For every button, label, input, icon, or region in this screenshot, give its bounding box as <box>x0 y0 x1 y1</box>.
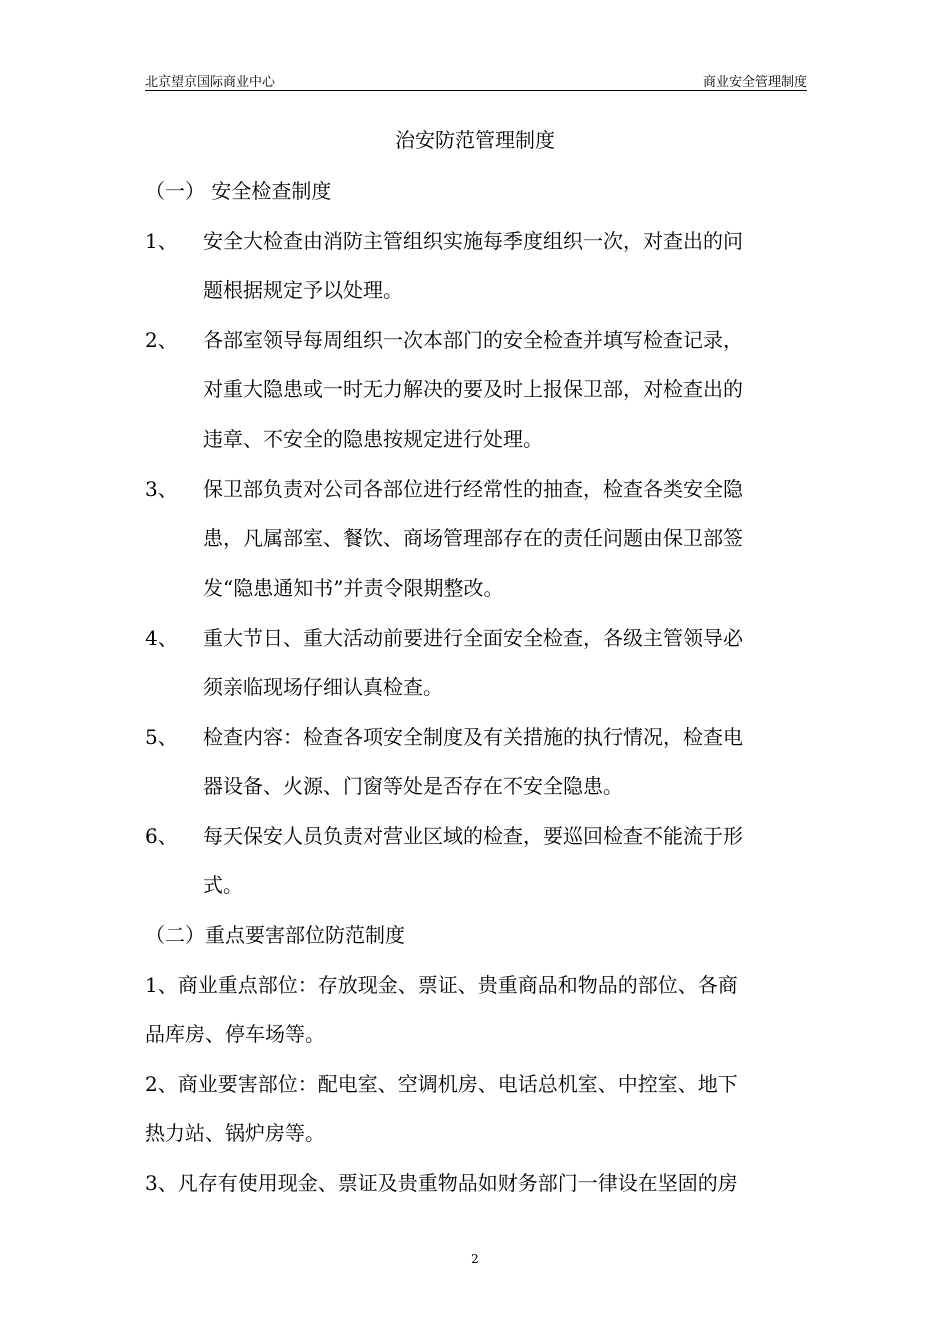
header-document-title: 商业安全管理制度 <box>702 75 807 90</box>
item-5-line-2: 器设备、火源、门窗等处是否存在不安全隐患。 <box>203 774 623 798</box>
item-3-number: 3、 <box>145 477 178 501</box>
item-6-line-1: 每天保安人员负责对营业区域的检查，要巡回检查不能流于形 <box>203 824 743 848</box>
item-2-line-1: 各部室领导每周组织一次本部门的安全检查并填写检查记录， <box>203 328 743 352</box>
item-4-number: 4、 <box>145 626 178 650</box>
item-2-number: 2、 <box>145 328 178 352</box>
section-1-heading: （一） 安全检查制度 <box>145 179 332 203</box>
item-4-line-1: 重大节日、重大活动前要进行全面安全检查，各级主管领导必 <box>203 626 743 650</box>
item-6-number: 6、 <box>145 824 178 848</box>
item-3-line-1: 保卫部负责对公司各部位进行经常性的抽查，检查各类安全隐 <box>203 477 743 501</box>
item-6-line-2: 式。 <box>203 873 243 897</box>
paragraph-1-line-2: 品库房、停车场等。 <box>145 1022 325 1046</box>
item-4-line-2: 须亲临现场仔细认真检查。 <box>203 675 443 699</box>
section-2-heading: （二）重点要害部位防范制度 <box>145 923 405 947</box>
header-organization: 北京望京国际商业中心 <box>145 75 276 90</box>
page-header <box>145 68 807 91</box>
item-1-line-1: 安全大检查由消防主管组织实施每季度组织一次，对查出的问 <box>203 229 743 253</box>
document-title: 治安防范管理制度 <box>395 128 555 152</box>
paragraph-1-line-1: 1、商业重点部位：存放现金、票证、贵重商品和物品的部位、各商 <box>145 973 738 997</box>
paragraph-3-line-1: 3、凡存有使用现金、票证及贵重物品如财务部门一律设在坚固的房 <box>145 1171 738 1195</box>
page-number: 2 <box>471 1252 479 1266</box>
item-1-line-2: 题根据规定予以处理。 <box>203 278 403 302</box>
item-3-line-2: 患，凡属部室、餐饮、商场管理部存在的责任问题由保卫部签 <box>203 526 743 550</box>
item-2-line-2: 对重大隐患或一时无力解决的要及时上报保卫部，对检查出的 <box>203 377 743 401</box>
paragraph-2-line-1: 2、商业要害部位：配电室、空调机房、电话总机室、中控室、地下 <box>145 1072 738 1096</box>
item-3-line-3: 发“隐患通知书”并责令限期整改。 <box>203 576 504 600</box>
paragraph-2-line-2: 热力站、锅炉房等。 <box>145 1121 325 1145</box>
item-5-number: 5、 <box>145 725 178 749</box>
item-2-line-3: 违章、不安全的隐患按规定进行处理。 <box>203 427 543 451</box>
item-5-line-1: 检查内容：检查各项安全制度及有关措施的执行情况，检查电 <box>203 725 743 749</box>
item-1-number: 1、 <box>145 229 178 253</box>
